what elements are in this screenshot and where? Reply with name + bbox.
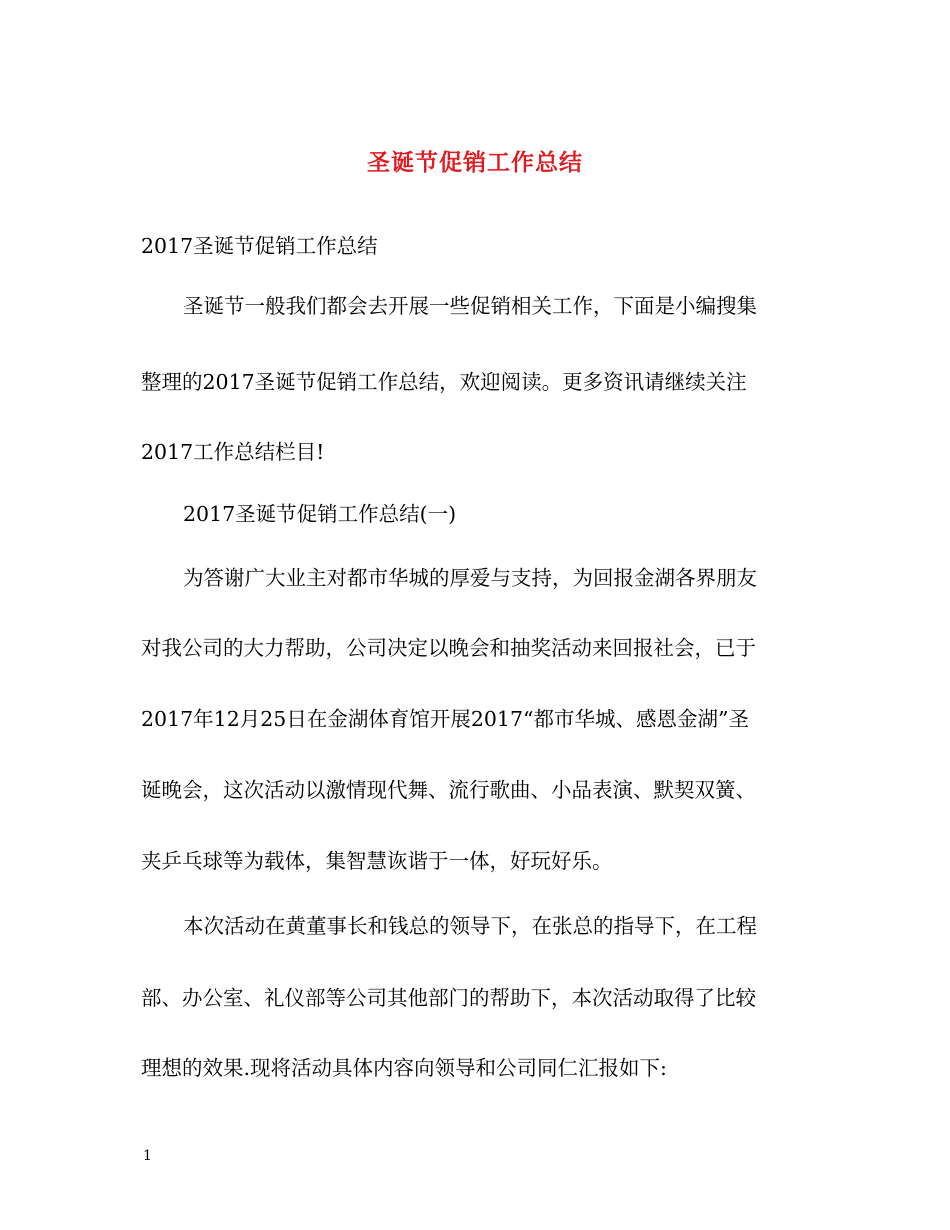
- paragraph-line: 整理的2017圣诞节促销工作总结，欢迎阅读。更多资讯请继续关注: [141, 370, 747, 394]
- paragraph-line: 部、办公室、礼仪部等公司其他部门的帮助下，本次活动取得了比较: [141, 986, 756, 1010]
- paragraph-line: 圣诞节一般我们都会去开展一些促销相关工作，下面是小编搜集: [183, 294, 757, 318]
- document-title: 圣诞节促销工作总结: [367, 149, 583, 176]
- paragraph-line: 本次活动在黄董事长和钱总的领导下，在张总的指导下，在工程: [183, 914, 757, 938]
- paragraph-line: 为答谢广大业主对都市华城的厚爱与支持，为回报金湖各界朋友: [183, 566, 757, 590]
- paragraph-line: 对我公司的大力帮助，公司决定以晚会和抽奖活动来回报社会，已于: [141, 636, 756, 660]
- paragraph-line: 2017工作总结栏目!: [141, 440, 325, 464]
- paragraph-line: 2017年12月25日在金湖体育馆开展2017“都市华城、感恩金湖”圣: [141, 707, 749, 731]
- paragraph-line: 理想的效果.现将活动具体内容向领导和公司同仁汇报如下:: [141, 1056, 667, 1080]
- paragraph-line: 诞晚会，这次活动以激情现代舞、流行歌曲、小品表演、默契双簧、: [141, 778, 756, 802]
- paragraph-line: 夹乒乓球等为载体，集智慧诙谐于一体，好玩好乐。: [141, 849, 613, 873]
- page-number: 1: [143, 1148, 152, 1164]
- section-heading: 2017圣诞节促销工作总结(一): [183, 502, 457, 526]
- subtitle-line: 2017圣诞节促销工作总结: [141, 234, 378, 258]
